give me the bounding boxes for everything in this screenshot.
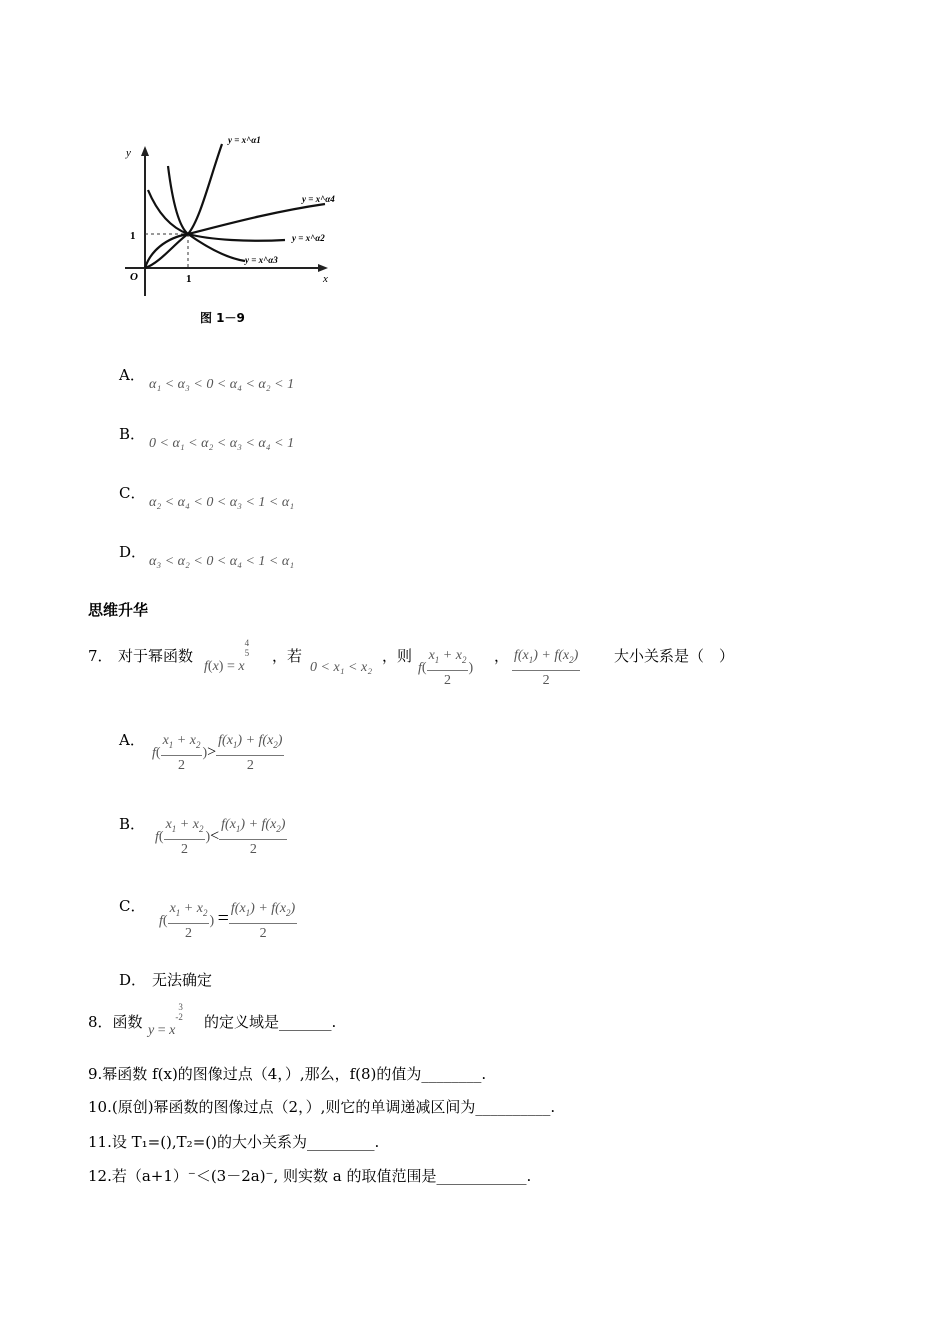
q7-text-5: 大小关系是（ ） <box>614 647 735 665</box>
q7-text-4: ， <box>494 647 510 665</box>
q6-option-b-expr: 0 < α₁ < α₂ < α₃ < α₄ < 1 <box>149 436 295 451</box>
q6-option-b-letter: B． <box>119 425 146 443</box>
y-axis-arrow <box>141 146 149 156</box>
q7-option-a-letter: A． <box>119 731 145 749</box>
q6-option-d-expr: α₃ < α₂ < 0 < α₄ < 1 < α₁ <box>149 554 295 569</box>
q8-function: y = x-3 2 <box>148 1002 183 1038</box>
x-axis-arrow <box>318 264 328 272</box>
q7-function: f(x) = x4 5 <box>204 638 250 674</box>
q7-option-b-relation: < <box>210 827 220 845</box>
origin-label: O <box>130 271 138 283</box>
q7-option-b-expr: f( $\frac{x_1 + x_2}{2}$ )< $\frac{f(x_1) + f(x_2)}{2}$ <box>155 817 286 857</box>
q7-option-a-expr: f( $\frac{x_1 + x_2}{2}$ )> $\frac{f(x_1) + f(x_2)}{2}$ <box>152 733 283 773</box>
curve-label-alpha1: y = x^α1 <box>228 135 261 145</box>
curve-alpha3 <box>148 190 245 261</box>
q6-option-d-letter: D． <box>119 543 147 561</box>
q7-condition: 0 < x₁ < x₂ <box>310 660 373 675</box>
curve-label-alpha4: y = x^α4 <box>302 194 335 204</box>
q8-prefix: 8．函数 <box>88 1013 143 1031</box>
q7-option-d-text: 无法确定 <box>152 971 213 989</box>
power-function-graph <box>110 128 360 338</box>
curve-label-alpha3: y = x^α3 <box>245 255 278 265</box>
q7-expression-2: $\frac{f(x_1) + f(x_2)}{2}$ <box>514 648 579 688</box>
curve-alpha2 <box>168 166 285 241</box>
q7-expression-1: f( $\frac{x_1 + x_2}{2}$ ) <box>418 648 474 688</box>
tick-x-label: 1 <box>186 273 192 285</box>
q6-option-c-expr: α₂ < α₄ < 0 < α₃ < 1 < α₁ <box>149 495 295 510</box>
q7-text-3: ，则 <box>382 647 413 665</box>
q7-text-1: 对于幂函数 <box>118 647 194 665</box>
q7-text-2: ，若 <box>272 647 303 665</box>
q10-text: 10.(原创)幂函数的图像过点（2，）,则它的单调递减区间为__________. <box>88 1098 556 1116</box>
curve-label-alpha2: y = x^α2 <box>292 233 325 243</box>
q6-option-a-expr: α₁ < α₃ < 0 < α₄ < α₂ < 1 <box>149 377 295 392</box>
axis-y-label: y <box>126 147 131 159</box>
q7-option-c-expr: f( $\frac{x_1 + x_2}{2}$ ) = $\frac{f(x_1) + f(x_2)}{2}$ <box>159 901 296 941</box>
q9-text: 9.幂函数 f(x)的图像过点（4，）,那么，f(8)的值为________. <box>88 1065 487 1083</box>
tick-y-label: 1 <box>130 230 136 242</box>
figure-caption: 图 1－9 <box>200 311 245 325</box>
q12-text: 12.若（a+1）⁻＜(3－2a)⁻, 则实数 a 的取值范围是____________. <box>88 1167 532 1185</box>
q7-option-a-relation: > <box>207 743 217 761</box>
q6-option-a-letter: A． <box>119 366 145 384</box>
q8-suffix: 的定义域是_______. <box>204 1013 337 1031</box>
q11-text: 11.设 T₁=(),T₂=()的大小关系为_________. <box>88 1133 380 1151</box>
q7-option-d-letter: D． <box>119 971 147 989</box>
q7-option-c-letter: C． <box>119 897 146 915</box>
axis-x-label: x <box>323 273 328 285</box>
section-title: 思维升华 <box>88 601 149 619</box>
q7-number: 7． <box>88 647 113 665</box>
q7-option-b-letter: B． <box>119 815 146 833</box>
q7-option-c-relation: = <box>217 907 229 930</box>
q6-option-c-letter: C． <box>119 484 146 502</box>
